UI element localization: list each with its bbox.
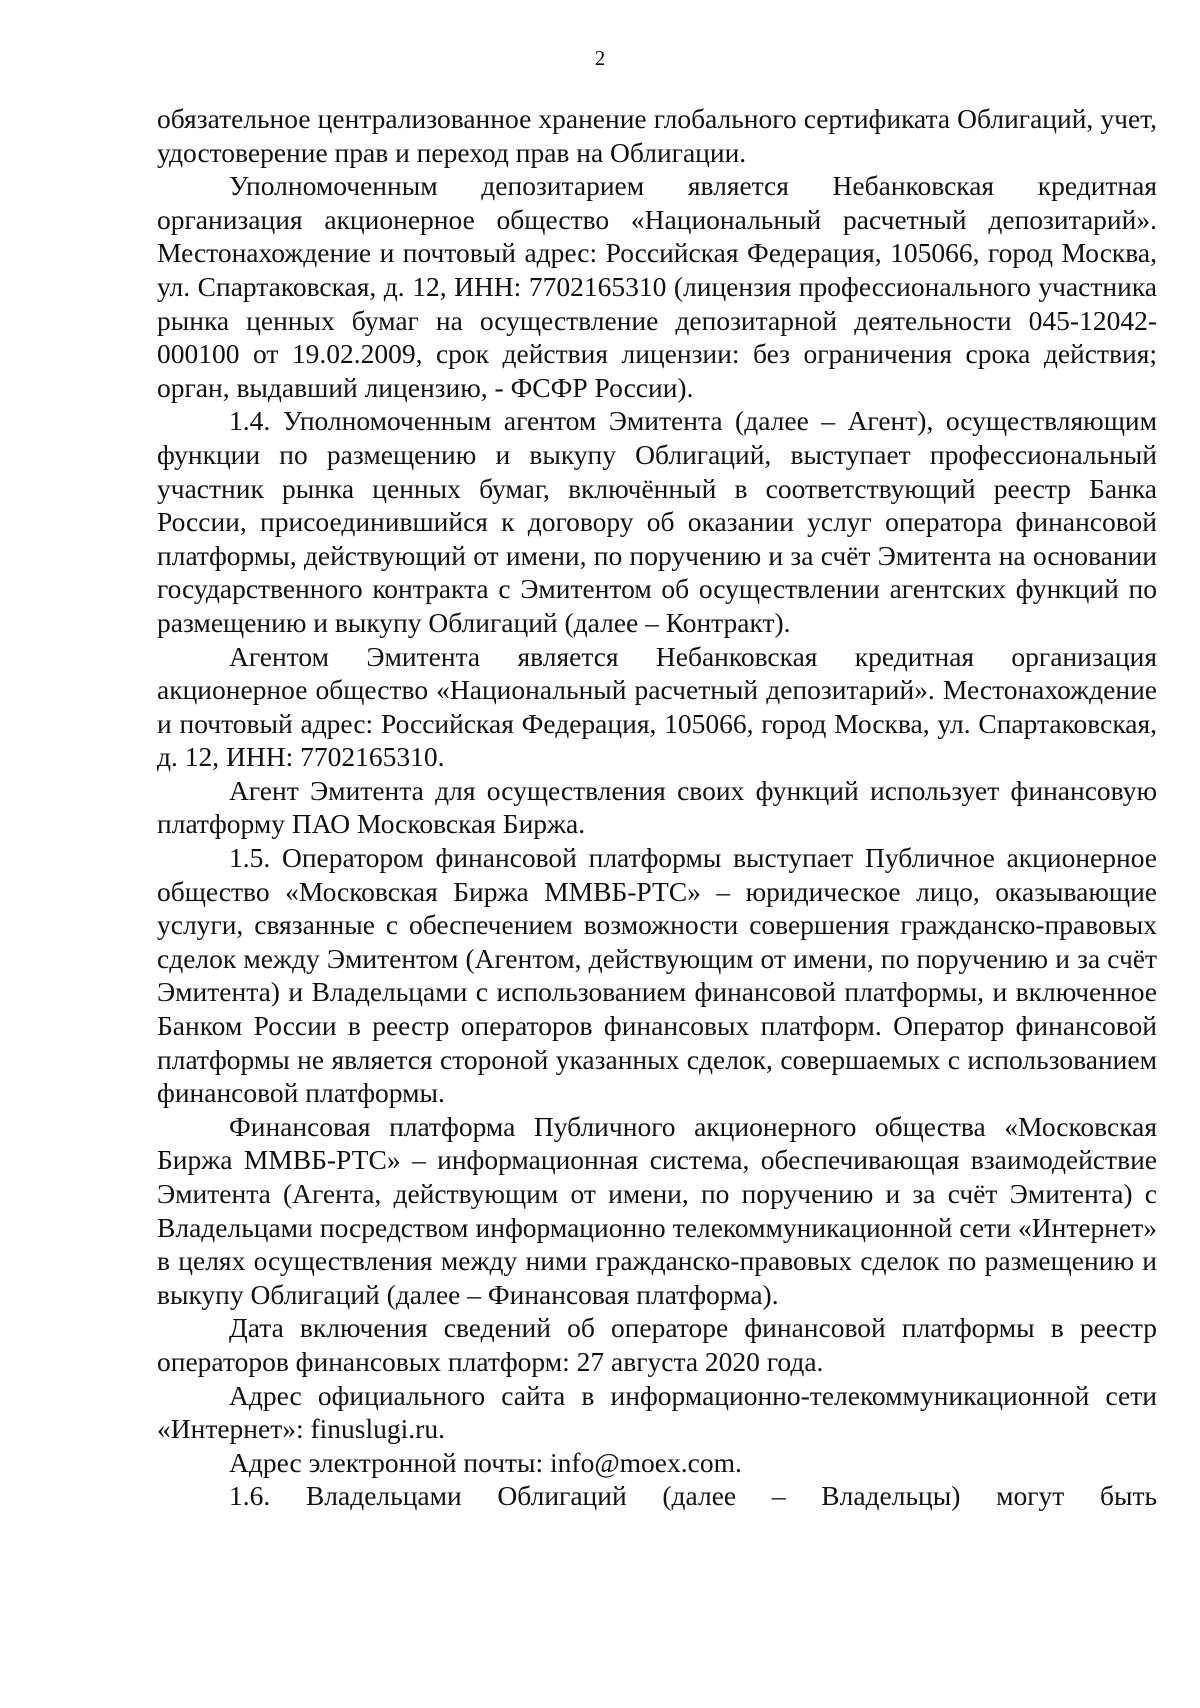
paragraph-agent-identity: Агентом Эмитента является Небанковская кредитная организация акционерное общество «Национальный расчетный депозитарий». Местонахождение и почтовый адрес: Российская Федерация, 105066, город Москва, ул. Спартаковская, д. 12, ИНН: 7702165310. (157, 640, 1157, 773)
paragraph-depositary: Уполномоченным депозитарием является Небанковская кредитная организация акционерное общество «Национальный расчетный депозитарий». Местонахождение и почтовый адрес: Российская Федерация, 105066, город Москва, ул. Спартаковская, д. 12, ИНН: 7702165310 (лицензия профессионального участника рынка ценных бумаг на осуществление депозитарной деятельности 045-12042-000100 от 19.02.2009, срок действия лицензии: без ограничения срока действия; орган, выдавший лицензию, - ФСФР России). (157, 170, 1157, 403)
page-number: 2 (594, 46, 606, 70)
paragraph-storage-continuation: обязательное централизованное хранение глобального сертификата Облигаций, учет, удостоверение прав и переход прав на Облигации. (157, 103, 1157, 168)
paragraph-website: Адрес официального сайта в информационно-телекоммуникационной сети «Интернет»: finuslugi.ru. (157, 1379, 1157, 1445)
paragraph-1-5-operator: 1.5. Оператором финансовой платформы выступает Публичное акционерное общество «Московская Биржа ММВБ-РТС» – юридическое лицо, оказывающие услуги, связанные с обеспечением возможности совершения гражданско-правовых сделок между Эмитентом (Агентом, действующим от имени, по поручению и за счёт Эмитента) и Владельцами с использованием финансовой платформы, и включенное Банком России в реестр операторов финансовых платформ. Оператор финансовой платформы не является стороной указанных сделок, совершаемых с использованием финансовой платформы. (157, 842, 1157, 1109)
paragraph-1-6-owners: 1.6. Владельцами Облигаций (далее – Владельцы) могут быть (229, 1480, 1157, 1512)
paragraph-registry-date: Дата включения сведений об операторе финансовой платформы в реестр операторов финансовых платформ: 27 августа 2020 года. (157, 1312, 1157, 1377)
document-body (157, 102, 1157, 1513)
paragraph-email: Адрес электронной почты: info@moex.com. (229, 1446, 742, 1478)
paragraph-financial-platform: Финансовая платформа Публичного акционерного общества «Московская Биржа ММВБ-РТС» – информационная система, обеспечивающая взаимодействие Эмитента (Агента, действующим от имени, по поручению и за счёт Эмитента) с Владельцами посредством информационно телекоммуникационной сети «Интернет» в целях осуществления между ними гражданско-правовых сделок по размещению и выкупу Облигаций (далее – Финансовая платформа). (157, 1110, 1157, 1310)
paragraph-agent-platform: Агент Эмитента для осуществления своих функций использует финансовую платформу ПАО Московская Биржа. (157, 774, 1157, 840)
paragraph-1-4-agent: 1.4. Уполномоченным агентом Эмитента (далее – Агент), осуществляющим функции по размещению и выкупу Облигаций, выступает профессиональный участник рынка ценных бумаг, включённый в соответствующий реестр Банка России, присоединившийся к договору об оказании услуг оператора финансовой платформы, действующий от имени, по поручению и за счёт Эмитента на основании государственного контракта с Эмитентом об осуществлении агентских функций по размещению и выкупу Облигаций (далее – Контракт). (157, 405, 1157, 638)
